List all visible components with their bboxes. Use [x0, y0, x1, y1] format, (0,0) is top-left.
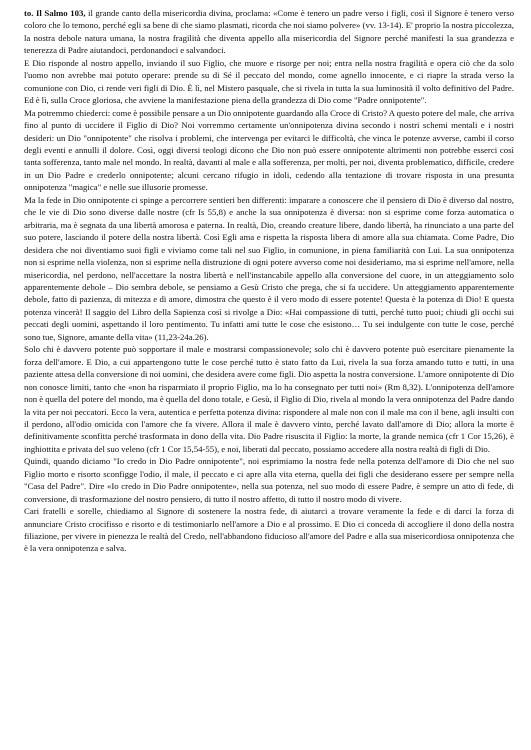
paragraph-5: Solo chi è davvero potente può sopportare il male e mostrarsi compassionevole; solo chi è davvero potente può esercitare pienamente la forza dell'amore. E Dio, a cui appartengono tutte le cose perché tutto è stato fatto da Lui, rivela la sua forza amando tutto e tutti, in una paziente attesa della conversione di noi uomini, che desidera avere come figli. Dio aspetta la nostra conversione. L'amore onnipotente di Dio non conosce limiti, tanto che «non ha risparmiato il proprio Figlio, ma lo ha consegnato per tutti noi» (Rm 8,32). L'onnipotenza dell'amore non è quella del potere del mondo, ma è quella del dono totale, e Gesù, il Figlio di Dio, rivela al mondo la vera onnipotenza del Padre dando la vita per noi peccatori. Ecco la vera, autentica e perfetta potenza divina: rispondere al male non con il male ma con il bene, agli insulti con il perdono, all'odio omicida con l'amore che fa vivere. Allora il male è davvero vinto, perché lavato dall'amore di Dio; allora la morte è definitivamente sconfitta perché trasformata in dono della vita. Dio Padre risuscita il Figlio: la morte, la grande nemica (cfr 1 Cor 15,26), è inghiottita e privata del suo veleno (cfr 1 Cor 15,54-55), e noi, liberati dal peccato, possiamo accedere alla nostra realtà di figli di Dio.	[24, 344, 514, 454]
paragraph-6: Quindi, quando diciamo "Io credo in Dio Padre onnipotente", noi esprimiamo la nostra fede nella potenza dell'amore di Dio che nel suo Figlio morto e risorto sconfigge l'odio, il male, il peccato e ci apre alla vita eterna, quella dei figli che desiderano essere per sempre nella "Casa del Padre". Dire «Io credo in Dio Padre onnipotente», nella sua potenza, nel suo modo di essere Padre, è sempre un atto di fede, di conversione, di trasformazione del nostro pensiero, di tutto il nostro affetto, di tutto il nostro modo di vivere.	[24, 456, 514, 504]
document-body	[24, 7, 514, 555]
paragraph-1-text: il grande canto della misericordia divina, proclama: «Come è tenero un padre verso i figli, così il Signore è tenero verso coloro che lo temono, perché egli sa bene di che siamo plasmati, ricorda che noi siamo polvere» (vv. 13-14). E' proprio la nostra piccolezza, la nostra debole natura umana, la nostra fragilità che diventa appello alla misericordia del Signore perché manifesti la sua grandezza e tenerezza di Padre aiutandoci, perdonandoci e salvandoci.	[24, 8, 514, 56]
paragraph-2: E Dio risponde al nostro appello, inviando il suo Figlio, che muore e risorge per noi; entra nella nostra fragilità e opera ciò che da solo l'uomo non avrebbe mai potuto operare: prende su di Sé il peccato del mondo, come agnello innocente, e ci riapre la strada verso la comunione con Dio, ci rende veri figli di Dio. È lì, nel Mistero pasquale, che si rivela in tutta la sua luminosità il volto definitivo del Padre. Ed è lì, sulla Croce gloriosa, che avviene la manifestazione piena della grandezza di Dio come "Padre onnipotente".	[24, 57, 514, 106]
paragraph-3: Ma potremmo chiederci: come è possibile pensare a un Dio onnipotente guardando alla Croce di Cristo? A questo potere del male, che arriva fino al punto di uccidere il Figlio di Dio? Noi vorremmo certamente un'onnipotenza divina secondo i nostri schemi mentali e i nostri desideri: un Dio "onnipotente" che risolva i problemi, che intervenga per evitarci le difficoltà, che vinca le potenze avverse, cambi il corso degli eventi e annulli il dolore. Così, oggi diversi teologi dicono che Dio non può essere onnipotente altrimenti non potrebbe esserci così tanta sofferenza, tanto male nel mondo. In realtà, davanti al male e alla sofferenza, per molti, per noi, diventa problematico, difficile, credere in un Dio Padre e crederlo onnipotente; alcuni cercano rifugio in idoli, cedendo alla tentazione di trovare risposta in una presunta onnipotenza "magica" e nelle sue illusorie promesse.	[24, 107, 514, 193]
paragraph-7: Cari fratelli e sorelle, chiediamo al Signore di sostenere la nostra fede, di aiutarci a trovare veramente la fede e di darci la forza di annunciare Cristo crocifisso e risorto e di testimoniarlo nell'amore a Dio e al prossimo. E Dio ci conceda di accogliere il dono della nostra filiazione, per vivere in pienezza le realtà del Credo, nell'abbandono fiducioso all'amore del Padre e alla sua misericordiosa onnipotenza che è la vera onnipotenza e salva.	[24, 506, 514, 554]
lead-phrase: to. Il Salmo 103,	[24, 8, 86, 18]
paragraph-1	[24, 7, 514, 57]
paragraph-4: Ma la fede in Dio onnipotente ci spinge a percorrere sentieri ben differenti: imparare a conoscere che il pensiero di Dio è diverso dal nostro, che le vie di Dio sono diverse dalle nostre (cfr Is 55,8) e anche la sua onnipotenza è diversa: non si esprime come forza automatica o arbitraria, ma è segnata da una libertà amorosa e paterna. In realtà, Dio, creando creature libere, dando libertà, ha rinunciato a una parte del suo potere, lasciando il potere della nostra libertà. Così Egli ama e rispetta la risposta libera di amore alla sua chiamata. Come Padre, Dio desidera che noi diventiamo suoi figli e viviamo come tali nel suo Figlio, in comunione, in piena familiarità con Lui. La sua onnipotenza non si esprime nella violenza, non si esprime nella distruzione di ogni potere avverso come noi desideriamo, ma si esprime nell'amore, nella misericordia, nel perdono, nell'accettare la nostra libertà e nell'instancabile appello alla conversione del cuore, in un atteggiamento solo apparentemente debole – Dio sembra debole, se pensiamo a Gesù Cristo che prega, che si fa uccidere. Un atteggiamento apparentemente debole, fatto di pazienza, di mitezza e di amore, dimostra che questo è il vero modo di essere potente! Questa è la potenza di Dio! E questa potenza vincerà! Il saggio del Libro della Sapienza così si rivolge a Dio: «Hai compassione di tutti, perché tutto puoi; chiudi gli occhi sui peccati degli uomini, aspettando il loro pentimento. Tu infatti ami tutte le cose che esistono… Tu sei indulgente con tutte le cose, perché sono tue, Signore, amante della vita» (11,23-24a.26).	[24, 194, 514, 342]
